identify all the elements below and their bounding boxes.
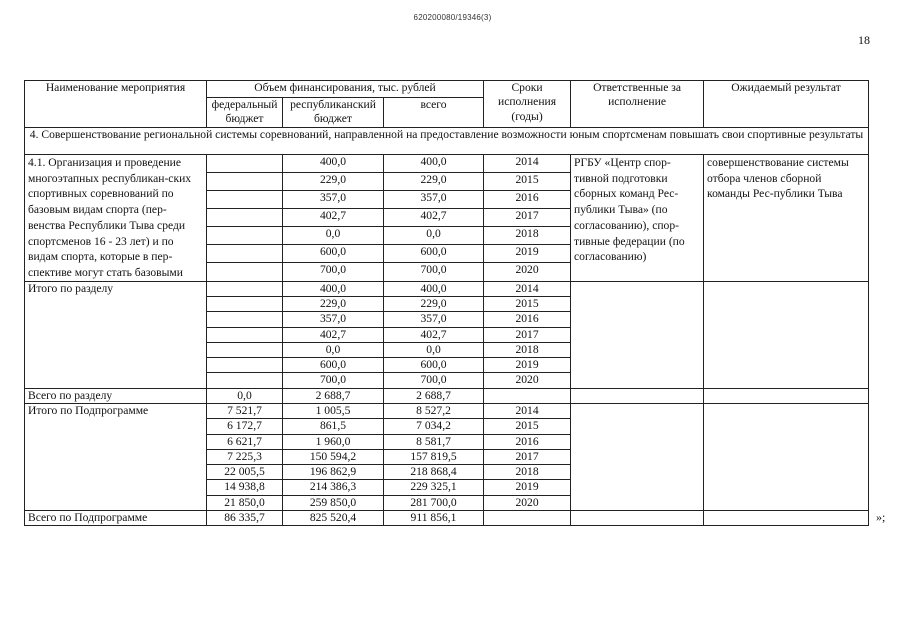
total-cell: 229 325,1	[384, 480, 484, 495]
total-cell: 157 819,5	[384, 449, 484, 464]
total-cell: 0,0	[384, 227, 484, 245]
responsible-cell: РГБУ «Центр спор-тивной подготовки сборных команд Рес-публики Тыва» (по согласованию), спор-тивные федерации (по согласованию)	[571, 155, 704, 282]
republic-cell: 402,7	[283, 327, 384, 342]
republic-cell: 214 386,3	[283, 480, 384, 495]
federal-cell	[207, 173, 283, 191]
republic-cell: 600,0	[283, 245, 384, 263]
republic-cell: 600,0	[283, 358, 384, 373]
republic-cell: 400,0	[283, 281, 384, 296]
year-cell: 2020	[484, 263, 571, 281]
result-cell: совершенствование системы отбора членов сборной команды Рес-публики Тыва	[704, 155, 869, 282]
responsible-cell	[571, 404, 704, 511]
total-cell: 7 034,2	[384, 419, 484, 434]
year-cell: 2018	[484, 465, 571, 480]
republic-cell: 0,0	[283, 342, 384, 357]
year-cell: 2016	[484, 312, 571, 327]
document-id: 620200080/19346(3)	[413, 13, 492, 22]
republic-cell: 700,0	[283, 373, 384, 388]
federal-cell: 6 621,7	[207, 434, 283, 449]
table-row	[25, 404, 869, 419]
republic-cell: 357,0	[283, 312, 384, 327]
result-cell	[704, 511, 869, 526]
total-cell: 218 868,4	[384, 465, 484, 480]
responsible-cell	[571, 388, 704, 403]
total-cell: 600,0	[384, 358, 484, 373]
republic-cell: 861,5	[283, 419, 384, 434]
table-row	[25, 511, 869, 526]
federal-cell	[207, 209, 283, 227]
federal-cell	[207, 358, 283, 373]
year-cell: 2020	[484, 373, 571, 388]
year-cell: 2017	[484, 327, 571, 342]
republic-cell: 700,0	[283, 263, 384, 281]
federal-cell	[207, 191, 283, 209]
header-responsible: Ответственные за исполнение	[571, 81, 704, 128]
total-cell: 8 581,7	[384, 434, 484, 449]
total-cell: 600,0	[384, 245, 484, 263]
year-cell	[484, 388, 571, 403]
year-cell: 2017	[484, 449, 571, 464]
closing-quote: »;	[876, 510, 886, 524]
total-cell: 700,0	[384, 373, 484, 388]
republic-cell: 357,0	[283, 191, 384, 209]
year-cell: 2017	[484, 209, 571, 227]
year-cell: 2014	[484, 281, 571, 296]
republic-cell: 150 594,2	[283, 449, 384, 464]
year-cell: 2018	[484, 227, 571, 245]
total-cell: 400,0	[384, 281, 484, 296]
year-cell: 2019	[484, 245, 571, 263]
row-label: Всего по Подпрограмме	[25, 511, 207, 526]
table-row	[25, 155, 869, 173]
federal-cell	[207, 245, 283, 263]
header-total: всего	[384, 98, 484, 128]
total-cell: 8 527,2	[384, 404, 484, 419]
republic-cell: 0,0	[283, 227, 384, 245]
year-cell	[484, 511, 571, 526]
year-cell: 2015	[484, 419, 571, 434]
year-cell: 2014	[484, 404, 571, 419]
header-name: Наименование мероприятия	[25, 81, 207, 128]
row-label: Всего по разделу	[25, 388, 207, 403]
federal-cell	[207, 263, 283, 281]
table-row	[25, 388, 869, 403]
total-cell: 357,0	[384, 312, 484, 327]
federal-cell: 22 005,5	[207, 465, 283, 480]
federal-cell	[207, 155, 283, 173]
republic-cell: 229,0	[283, 173, 384, 191]
total-cell: 2 688,7	[384, 388, 484, 403]
year-cell: 2015	[484, 296, 571, 311]
year-cell: 2014	[484, 155, 571, 173]
section-title: 4. Совершенствование региональной системы соревнований, направленной на предоставление возможности юным спортсменам повышать свои спортивные результаты	[25, 128, 869, 155]
federal-cell: 21 850,0	[207, 495, 283, 510]
republic-cell: 1 960,0	[283, 434, 384, 449]
total-cell: 700,0	[384, 263, 484, 281]
year-cell: 2018	[484, 342, 571, 357]
total-cell: 402,7	[384, 327, 484, 342]
federal-cell: 14 938,8	[207, 480, 283, 495]
year-cell: 2015	[484, 173, 571, 191]
federal-cell	[207, 312, 283, 327]
section-total-label: Итого по разделу	[25, 281, 207, 388]
republic-cell: 402,7	[283, 209, 384, 227]
federal-cell	[207, 227, 283, 245]
total-cell: 400,0	[384, 155, 484, 173]
federal-cell	[207, 281, 283, 296]
year-cell: 2019	[484, 358, 571, 373]
result-cell	[704, 281, 869, 388]
federal-cell	[207, 373, 283, 388]
responsible-cell	[571, 511, 704, 526]
year-cell: 2016	[484, 434, 571, 449]
year-cell: 2016	[484, 191, 571, 209]
total-cell: 911 856,1	[384, 511, 484, 526]
table-row	[25, 281, 869, 296]
total-cell: 0,0	[384, 342, 484, 357]
year-cell: 2019	[484, 480, 571, 495]
federal-cell	[207, 342, 283, 357]
federal-cell: 6 172,7	[207, 419, 283, 434]
federal-cell: 7 225,3	[207, 449, 283, 464]
total-cell: 229,0	[384, 296, 484, 311]
header-federal: федеральный бюджет	[207, 98, 283, 128]
republic-cell: 400,0	[283, 155, 384, 173]
republic-cell: 2 688,7	[283, 388, 384, 403]
header-result: Ожидаемый результат	[704, 81, 869, 128]
header-terms: Сроки исполнения (годы)	[484, 81, 571, 128]
total-cell: 357,0	[384, 191, 484, 209]
republic-cell: 825 520,4	[283, 511, 384, 526]
republic-cell: 1 005,5	[283, 404, 384, 419]
federal-cell: 86 335,7	[207, 511, 283, 526]
federal-cell	[207, 296, 283, 311]
subprogram-total-label: Итого по Подпрограмме	[25, 404, 207, 511]
result-cell	[704, 388, 869, 403]
total-cell: 281 700,0	[384, 495, 484, 510]
header-funding: Объем финансирования, тыс. рублей	[207, 81, 484, 98]
total-cell: 229,0	[384, 173, 484, 191]
measure-name: 4.1. Организация и проведение многоэтапных республикан-ских спортивных соревнований по базовым видам спорта (пер-венства Республики Тыва среди спортсменов 16 - 23 лет) и по видам спорта, которые в пер-спективе могут стать базовыми	[25, 155, 207, 282]
federal-cell: 0,0	[207, 388, 283, 403]
page-number: 18	[858, 33, 870, 47]
result-cell	[704, 404, 869, 511]
total-cell: 402,7	[384, 209, 484, 227]
republic-cell: 229,0	[283, 296, 384, 311]
republic-cell: 259 850,0	[283, 495, 384, 510]
funding-table	[24, 80, 869, 526]
year-cell: 2020	[484, 495, 571, 510]
federal-cell	[207, 327, 283, 342]
federal-cell: 7 521,7	[207, 404, 283, 419]
responsible-cell	[571, 281, 704, 388]
header-republic: республиканский бюджет	[283, 98, 384, 128]
republic-cell: 196 862,9	[283, 465, 384, 480]
